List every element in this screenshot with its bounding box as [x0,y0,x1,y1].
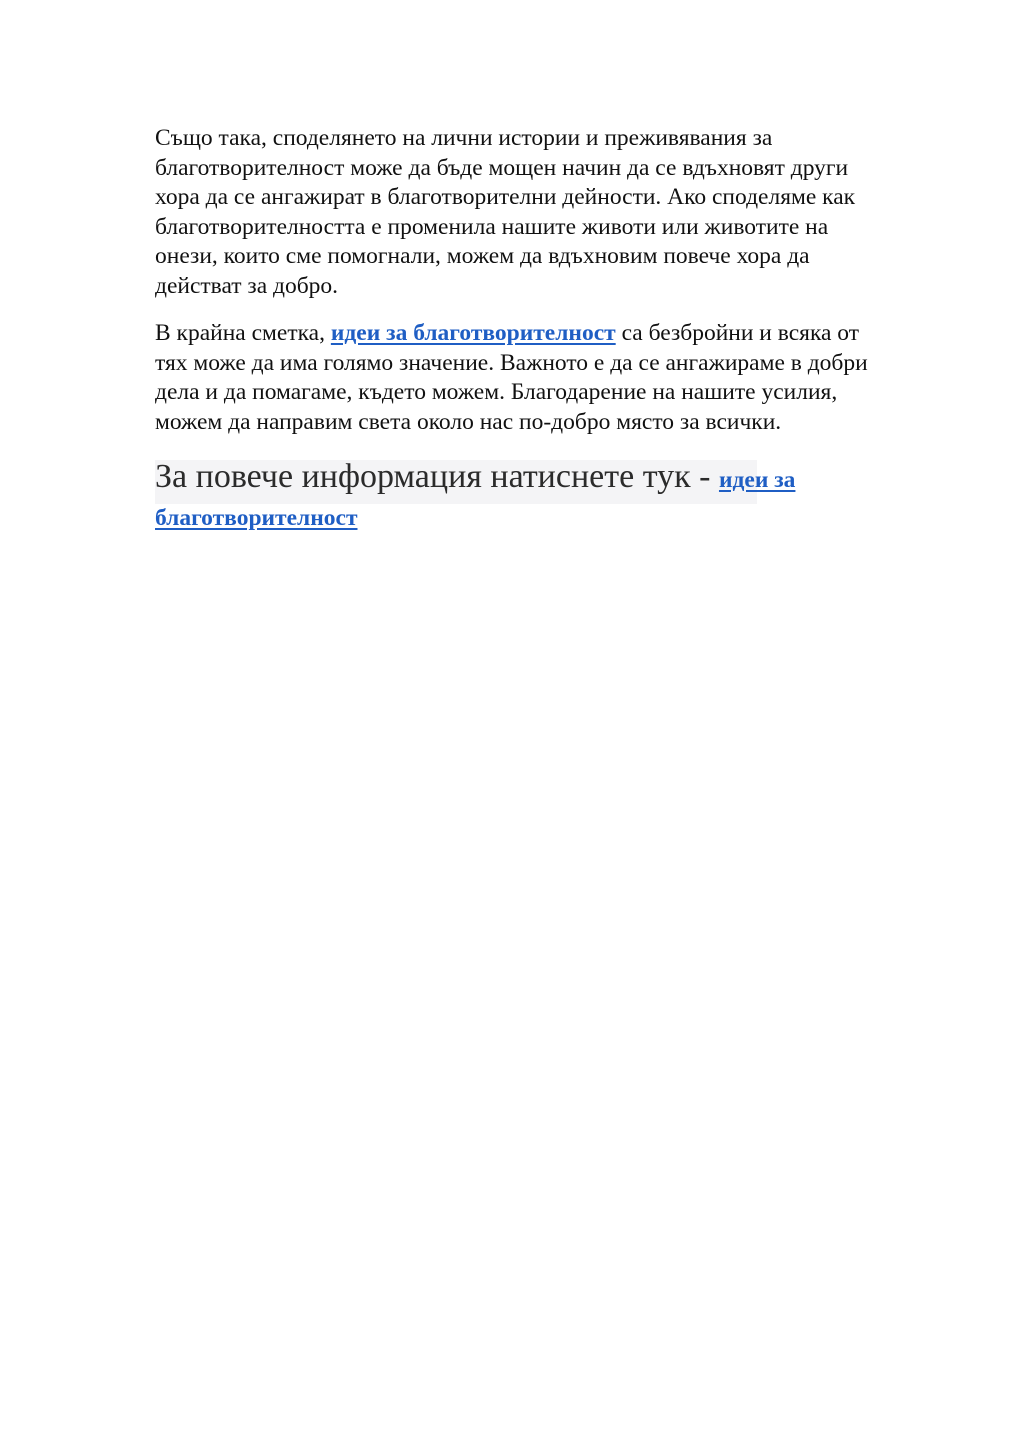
document-page [155,124,870,534]
more-info-line [155,458,870,534]
paragraph-conclusion-lead: В крайна сметка, [155,320,331,346]
paragraph-conclusion [155,319,870,437]
more-info-block [155,458,870,534]
more-info-label: За повече информация натиснете тук - [155,458,719,495]
more-info-link[interactable]: идеи за благотворителност [155,467,796,531]
paragraph-sharing-stories: Също така, споделянето на лични истории и преживявания за благотворителност може да бъде мощен начин да се вдъхновят други хора да се ангажират в благотворителни дейности. Ако споделяме как благотворителността е променила нашите животи или животите на онези, които сме помогнали, можем да вдъхновим повече хора да действат за добро. [155,125,856,299]
charity-ideas-link[interactable]: идеи за благотворителност [330,320,616,346]
paragraph-conclusion-rest: са безбройни и всяка от тях може да има голямо значение. Важното е да се ангажираме в добри дела и да помагаме, където можем. Благодарение на нашите усилия, можем да направим света около нас по-добро място за всички. [155,320,868,435]
